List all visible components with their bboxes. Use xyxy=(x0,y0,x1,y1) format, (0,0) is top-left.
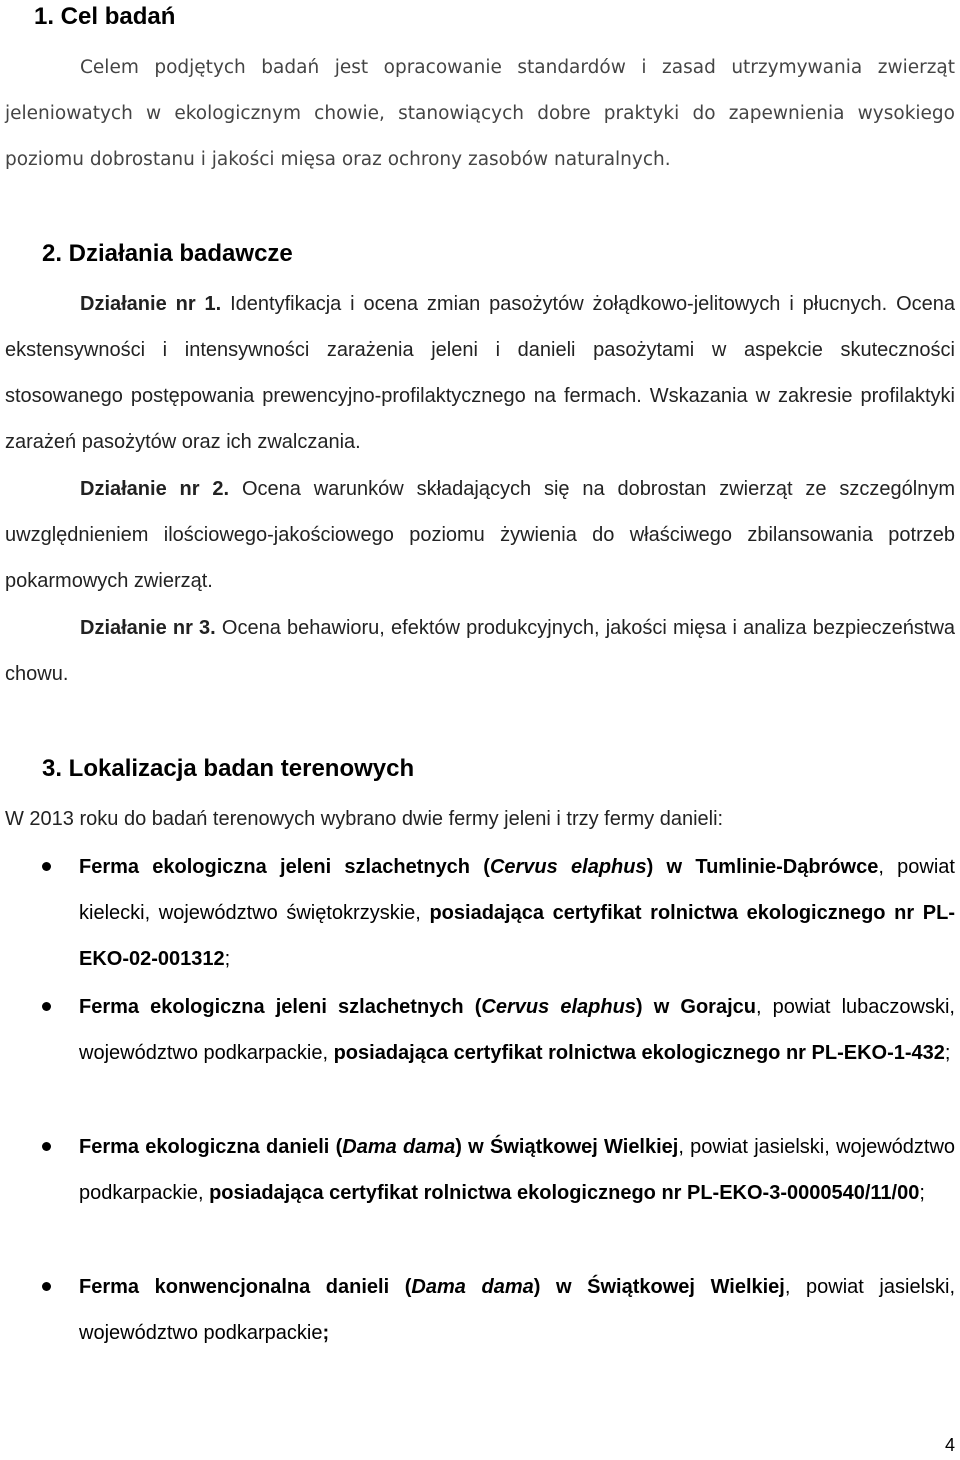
action-1-label: Działanie nr 1. xyxy=(80,293,222,315)
action-3-label: Działanie nr 3. xyxy=(80,617,216,639)
bullet-icon xyxy=(42,862,51,871)
farm-list-item: Ferma ekologiczna danieli (Dama dama) w Świątkowej Wielkiej, powiat jasielski, województwo podkarpackie, posiadająca certyfikat rolnictwa ekologicznego nr PL-EKO-3-0000540/11/00; xyxy=(79,1136,956,1204)
bullet-icon xyxy=(42,1002,51,1011)
section-3-heading: 3. Lokalizacja badan terenowych xyxy=(42,755,415,782)
page-number: 4 xyxy=(944,1435,955,1455)
section-2-heading: 2. Działania badawcze xyxy=(42,240,293,267)
action-3-paragraph: Działanie nr 3. Ocena behawioru, efektów produkcyjnych, jakości mięsa i analiza bezpieczeństwa chowu. xyxy=(5,617,956,685)
section-3-intro: W 2013 roku do badań terenowych wybrano dwie fermy jeleni i trzy fermy danieli: xyxy=(5,808,724,830)
action-2-label: Działanie nr 2. xyxy=(80,478,230,500)
action-1-paragraph: Działanie nr 1. Identyfikacja i ocena zmian pasożytów żołądkowo-jelitowych i płucnych. Ocena ekstensywności i intensywności zarażenia jeleni i danieli pasożytami w aspekcie skuteczności stosowanego postępowania prewencyjno-profilaktycznego na fermach. Wskazania w zakresie profilaktyki zarażeń pasożytów oraz ich zwalczania. xyxy=(5,293,955,453)
section-1-text: Celem podjętych badań jest opracowanie standardów i zasad utrzymywania zwierząt jeleniowatych w ekologicznym chowie, stanowiących dobre praktyki do zapewnienia wysokiego poziomu dobrostanu i jakości mięsa oraz ochrony zasobów naturalnych. xyxy=(5,57,955,170)
farm-list-item: Ferma konwencjonalna danieli (Dama dama) w Świątkowej Wielkiej, powiat jasielski, województwo podkarpackie; xyxy=(79,1276,956,1344)
action-2-paragraph: Działanie nr 2. Ocena warunków składających się na dobrostan zwierząt ze szczególnym uwzględnieniem ilościowego-jakościowego poziomu żywienia do właściwego zbilansowania potrzeb pokarmowych zwierząt. xyxy=(5,478,956,592)
section-1-heading: 1. Cel badań xyxy=(34,3,176,30)
bullet-icon xyxy=(42,1142,51,1151)
farm-list-item: Ferma ekologiczna jeleni szlachetnych (Cervus elaphus) w Gorajcu, powiat lubaczowski, województwo podkarpackie, posiadająca certyfikat rolnictwa ekologicznego nr PL-EKO-1-432; xyxy=(79,996,955,1064)
farm-list-item: Ferma ekologiczna jeleni szlachetnych (Cervus elaphus) w Tumlinie-Dąbrówce, powiat kielecki, województwo świętokrzyskie, posiadająca certyfikat rolnictwa ekologicznego nr PL-EKO-02-001312; xyxy=(79,856,955,970)
bullet-icon xyxy=(42,1282,51,1291)
